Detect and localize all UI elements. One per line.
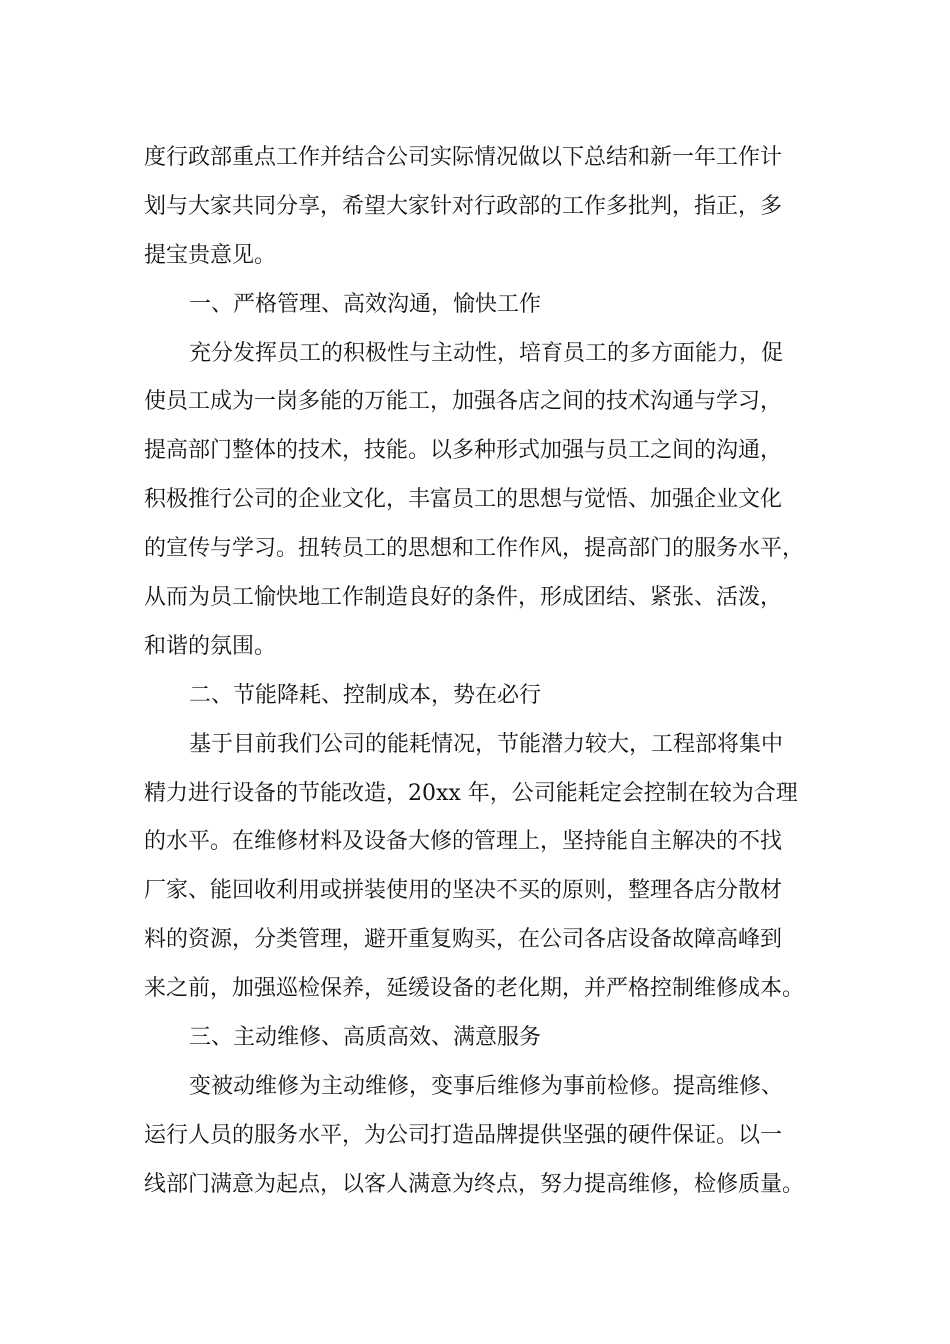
paragraph-start-line: 基于目前我们公司的能耗情况，节能潜力较大，工程部将集中 [189, 731, 784, 757]
text-line: 精力进行设备的节能改造，20xx 年，公司能耗定会控制在较为合理 [144, 780, 798, 806]
text-line: 线部门满意为起点，以客人满意为终点，努力提高维修，检修质量。 [144, 1171, 805, 1197]
text-line: 度行政部重点工作并结合公司实际情况做以下总结和新一年工作计 [144, 145, 783, 170]
text-line: 料的资源，分类管理，避开重复购买，在公司各店设备故障高峰到 [144, 927, 783, 953]
text-line: 积极推行公司的企业文化，丰富员工的思想与觉悟、加强企业文化 [144, 487, 783, 513]
body-text [144, 134, 824, 1210]
paragraph-start-line: 变被动维修为主动维修，变事后维修为事前检修。提高维修、 [189, 1073, 784, 1099]
text-line: 厂家、能回收利用或拼装使用的坚决不买的原则，整理各店分散材 [144, 878, 783, 904]
text-line: 和谐的氛围。 [144, 633, 277, 659]
section-heading: 二、节能降耗、控制成本，势在必行 [189, 682, 542, 708]
text-line: 从而为员工愉快地工作制造良好的条件，形成团结、紧张、活泼， [144, 585, 783, 611]
text-line: 提宝贵意见。 [144, 242, 277, 268]
paragraph-start-line: 充分发挥员工的积极性与主动性，培育员工的多方面能力，促 [189, 340, 784, 366]
text-line: 来之前，加强巡检保养，延缓设备的老化期，并严格控制维修成本。 [144, 976, 805, 1002]
text-line: 的宣传与学习。扭转员工的思想和工作作风，提高部门的服务水平， [144, 536, 805, 562]
text-line: 运行人员的服务水平，为公司打造品牌提供坚强的硬件保证。以一 [144, 1122, 783, 1148]
section-heading: 一、严格管理、高效沟通，愉快工作 [189, 291, 542, 317]
text-line: 提高部门整体的技术，技能。以多种形式加强与员工之间的沟通， [144, 438, 783, 464]
text-line: 使员工成为一岗多能的万能工，加强各店之间的技术沟通与学习， [144, 389, 783, 415]
text-line: 划与大家共同分享，希望大家针对行政部的工作多批判，指正，多 [144, 193, 783, 219]
text-line: 的水平。在维修材料及设备大修的管理上，坚持能自主解决的不找 [144, 829, 783, 855]
section-heading: 三、主动维修、高质高效、满意服务 [189, 1025, 542, 1051]
